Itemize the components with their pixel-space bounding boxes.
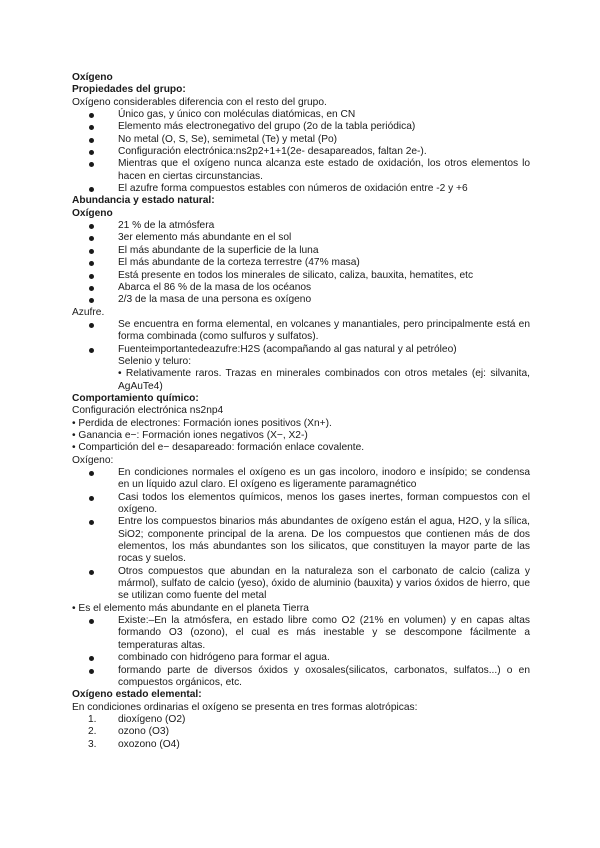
item-text: dioxígeno (O2) xyxy=(118,713,186,725)
subheading-oxigeno: Oxígeno xyxy=(72,207,113,219)
list-item: El azufre forma compuestos estables con números de oxidación entre -2 y +6 xyxy=(118,183,530,195)
bullet-line: • Perdida de electrones: Formación iones positivos (Xn+). xyxy=(72,417,332,429)
section-intro: En condiciones ordinarias el oxígeno se presenta en tres formas alotrópicas: xyxy=(72,701,418,713)
azufre-label: Azufre. xyxy=(72,306,105,318)
document-title: Oxígeno xyxy=(72,72,113,83)
planet-line: • Es el elemento más abundante en el planeta Tierra xyxy=(72,602,309,614)
list-item: Otros compuestos que abundan en la naturaleza son el carbonato de calcio (caliza y mármol), sulfato de calcio (yeso), óxido de aluminio (bauxita) y varios óxidos de hierro, que se utilizan como fuente del metal xyxy=(118,565,530,602)
item-text: ozono (O3) xyxy=(118,726,169,738)
list-item: El más abundante de la corteza terrestre (47% masa) xyxy=(118,257,530,269)
numbered-item xyxy=(88,713,530,726)
list-item: formando parte de diversos óxidos y oxosales(silicatos, carbonatos, sulfatos...) o en compuestos orgánicos, etc. xyxy=(118,664,530,688)
propiedades-list xyxy=(72,109,530,195)
list-item: Abarca el 86 % de la masa de los océanos xyxy=(118,282,530,294)
list-item: 21 % de la atmósfera xyxy=(118,220,530,232)
list-item: 2/3 de la masa de una persona es oxígeno xyxy=(118,294,530,306)
list-item: 3er elemento más abundante en el sol xyxy=(118,232,530,244)
item-number: 1. xyxy=(88,713,97,725)
list-item: No metal (O, S, Se), semimetal (Te) y metal (Po) xyxy=(118,134,530,146)
azufre-list xyxy=(72,319,530,356)
alotropicas-list xyxy=(72,714,530,751)
planet-list xyxy=(72,615,530,689)
list-item: Fuenteimportantedeazufre:H2S (acompañando al gas natural y al petróleo) xyxy=(118,344,530,356)
item-number: 3. xyxy=(88,738,97,750)
numbered-item xyxy=(88,738,530,751)
list-item: Configuración electrónica:ns2p2+1+1(2e- desapareados, faltan 2e-). xyxy=(118,146,530,158)
list-item: Único gas, y único con moléculas diatómicas, en CN xyxy=(118,109,530,121)
oxigeno-label: Oxígeno: xyxy=(72,454,114,466)
list-item: Mientras que el oxígeno nunca alcanza este estado de oxidación, los otros elementos lo hacen en ciertas circunstancias. xyxy=(118,158,530,182)
section-heading-comportamiento: Comportamiento químico: xyxy=(72,392,199,404)
list-item: Se encuentra en forma elemental, en volcanes y manantiales, pero principalmente está en forma combinada (como sulfuros y sulfatos). xyxy=(118,318,530,343)
selenio-block xyxy=(72,356,530,393)
list-item: Está presente en todos los minerales de silicato, caliza, bauxita, hematites, etc xyxy=(118,270,530,282)
list-item: Elemento más electronegativo del grupo (2o de la tabla periódica) xyxy=(118,121,530,133)
list-item: Existe:–En la atmósfera, en estado libre como O2 (21% en volumen) y en capas altas formando O3 (ozono), el cual es más inestable y se descompone fácilmente a temperaturas altas. xyxy=(118,615,530,651)
list-item: En condiciones normales el oxígeno es un gas incoloro, inodoro e insípido; se condensa en un líquido azul claro. El oxígeno es ligeramente paramagnético xyxy=(118,467,530,491)
document-body xyxy=(72,72,530,751)
oxigeno-list xyxy=(72,467,530,603)
selenio-detail: • Relativamente raros. Trazas en minerales combinados con otros metales (ej: silvanita, AgAuTe4) xyxy=(118,368,530,392)
config-line: Configuración electrónica ns2np4 xyxy=(72,405,224,417)
numbered-item xyxy=(88,726,530,738)
list-item: Entre los compuestos binarios más abundantes de oxígeno están el agua, H2O, y la sílica, SiO2; componente principal de la arena. De los compuestos que contienen más de dos elementos, los más abundantes son los silicatos, que constituyen la mayor parte de las rocas y suelos. xyxy=(118,516,530,565)
item-number: 2. xyxy=(88,726,97,738)
section-heading-abundancia: Abundancia y estado natural: xyxy=(72,195,215,207)
bullet-line: • Ganancia e−: Formación iones negativos (X−, X2-) xyxy=(72,429,308,441)
item-text: oxozono (O4) xyxy=(118,738,180,750)
selenio-line: Selenio y teluro: xyxy=(118,355,192,367)
list-item: Casi todos los elementos químicos, menos los gases inertes, forman compuestos con el oxígeno. xyxy=(118,491,530,516)
abundancia-list xyxy=(72,220,530,306)
bullet-line: • Compartición del e− desapareado: formación enlace covalente. xyxy=(72,442,365,454)
section-heading-estado-elemental: Oxígeno estado elemental: xyxy=(72,689,202,701)
list-item: combinado con hidrógeno para formar el agua. xyxy=(118,652,530,664)
section-intro: Oxígeno considerables diferencia con el resto del grupo. xyxy=(72,96,327,108)
section-heading-propiedades: Propiedades del grupo: xyxy=(72,84,186,96)
list-item: El más abundante de la superficie de la luna xyxy=(118,245,530,257)
